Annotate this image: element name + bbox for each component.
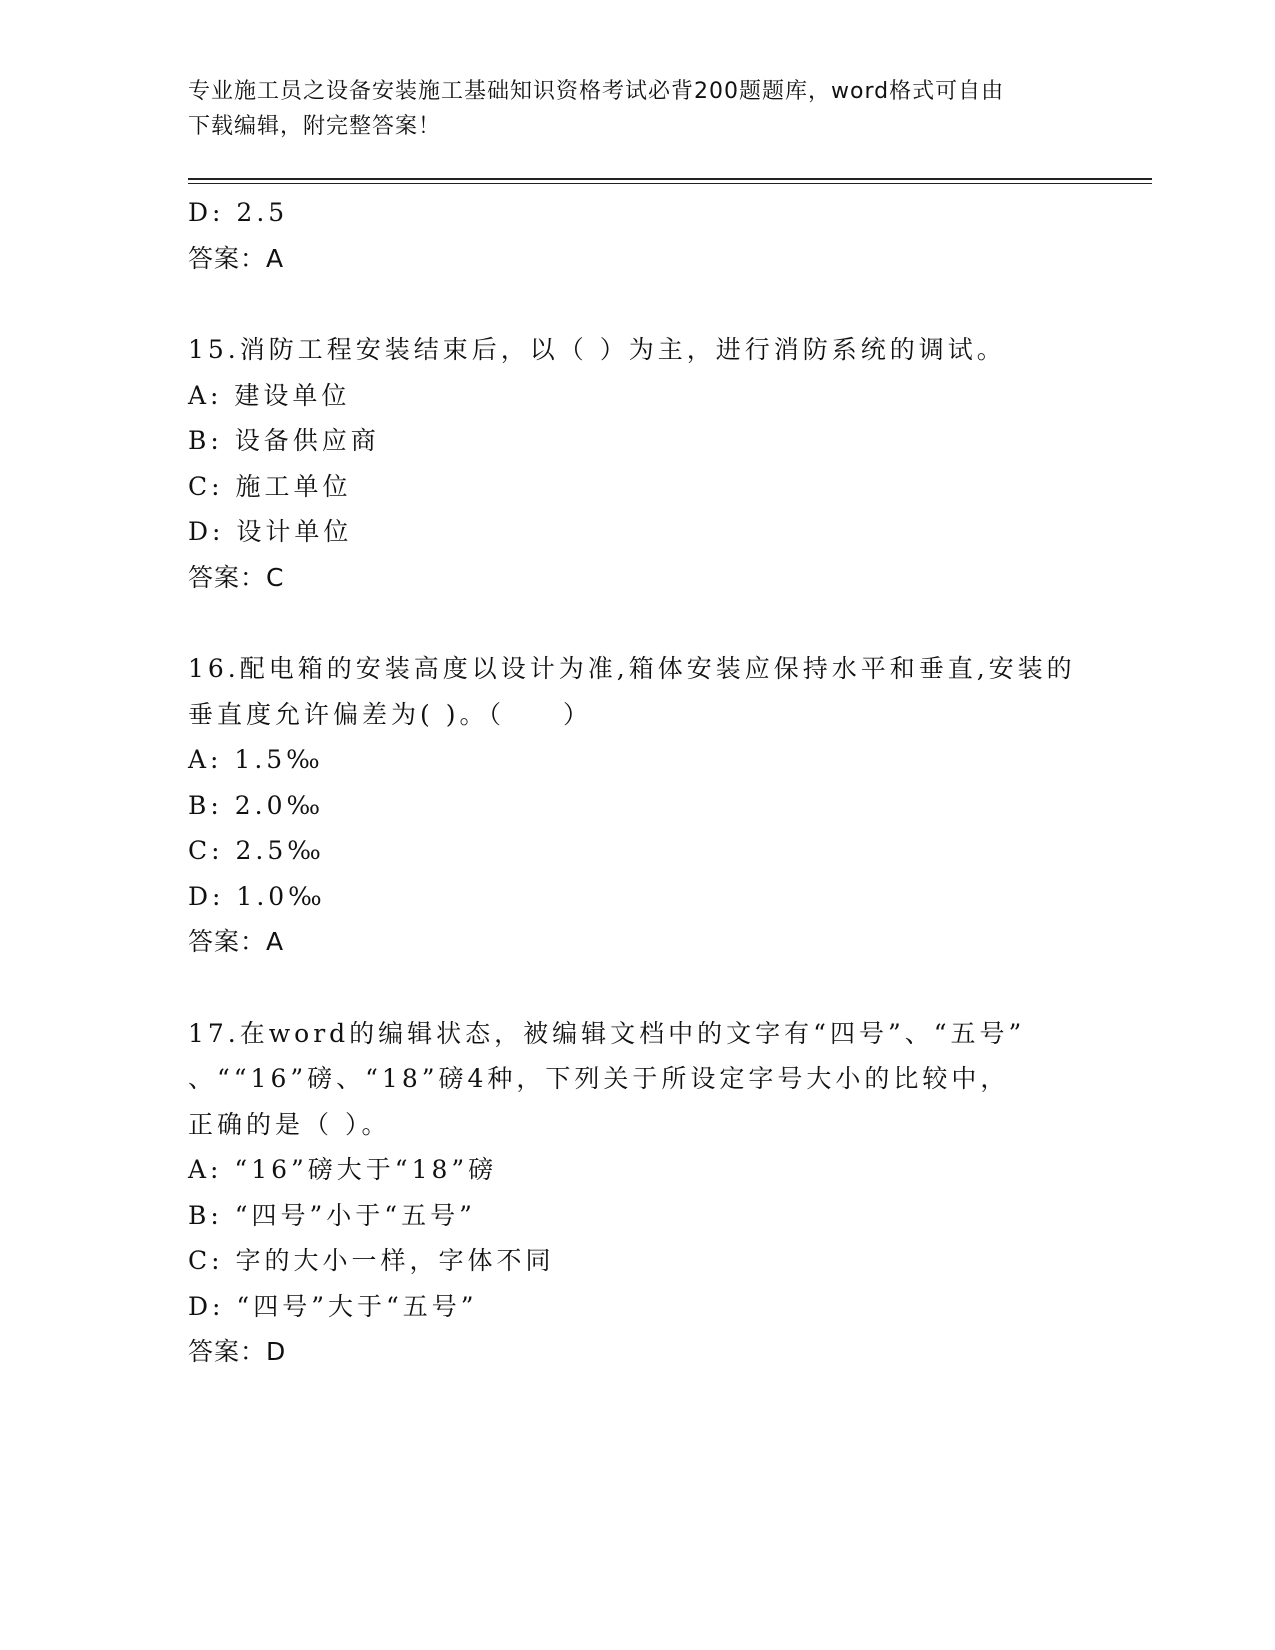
question-stem-continued: 、““16”磅、“18”磅4种，下列关于所设定字号大小的比较中， (188, 1064, 1010, 1093)
spacer (188, 965, 1088, 1011)
option-a: A: 1.5‰ (188, 745, 324, 774)
question-15 (188, 327, 1088, 600)
header-line-2: 下载编辑，附完整答案！ (188, 114, 442, 139)
header-divider-bottom (188, 183, 1152, 184)
option-b: B: 2.0‰ (188, 790, 325, 820)
spacer (188, 281, 1088, 327)
option-a: A: “16”磅大于“18”磅 (188, 1155, 498, 1184)
question-16 (188, 646, 1088, 965)
spacer (188, 600, 1088, 646)
previous-question-tail (188, 190, 1088, 281)
option-b: B: “四号”小于“五号” (188, 1200, 476, 1230)
answer-line: 答案：A (188, 243, 285, 273)
question-stem: 15.消防工程安装结束后，以（ ）为主，进行消防系统的调试。 (188, 335, 1006, 364)
option-c: C: 2.5‰ (188, 836, 325, 865)
answer-line: 答案：D (188, 1337, 287, 1366)
option-c: C: 施工单位 (188, 471, 352, 501)
document-body (188, 190, 1088, 1375)
question-stem: 17.在word的编辑状态，被编辑文档中的文字有“四号”、“五号” (188, 1018, 1026, 1048)
question-stem: 16.配电箱的安装高度以设计为准,箱体安装应保持水平和垂直,安装的 (188, 654, 1076, 683)
answer-line: 答案：A (188, 927, 285, 956)
option-b: B: 设备供应商 (188, 426, 380, 455)
header-divider-top (188, 178, 1152, 180)
document-header (188, 74, 1088, 144)
option-a: A: 建设单位 (188, 380, 351, 410)
answer-line: 答案：C (188, 562, 285, 592)
option-d: D: 2.5 (188, 198, 289, 227)
question-17 (188, 1011, 1088, 1375)
option-d: D: 1.0‰ (188, 881, 326, 911)
option-d: D: 设计单位 (188, 517, 353, 546)
option-c: C: 字的大小一样，字体不同 (188, 1246, 555, 1275)
header-line-1: 专业施工员之设备安装施工基础知识资格考试必背200题题库，word格式可自由 (188, 79, 1005, 104)
option-d: D: “四号”大于“五号” (188, 1291, 478, 1321)
question-stem-continued: 垂直度允许偏差为( )。（ ） (188, 699, 592, 729)
question-stem-continued: 正确的是（ ）。 (188, 1109, 391, 1139)
